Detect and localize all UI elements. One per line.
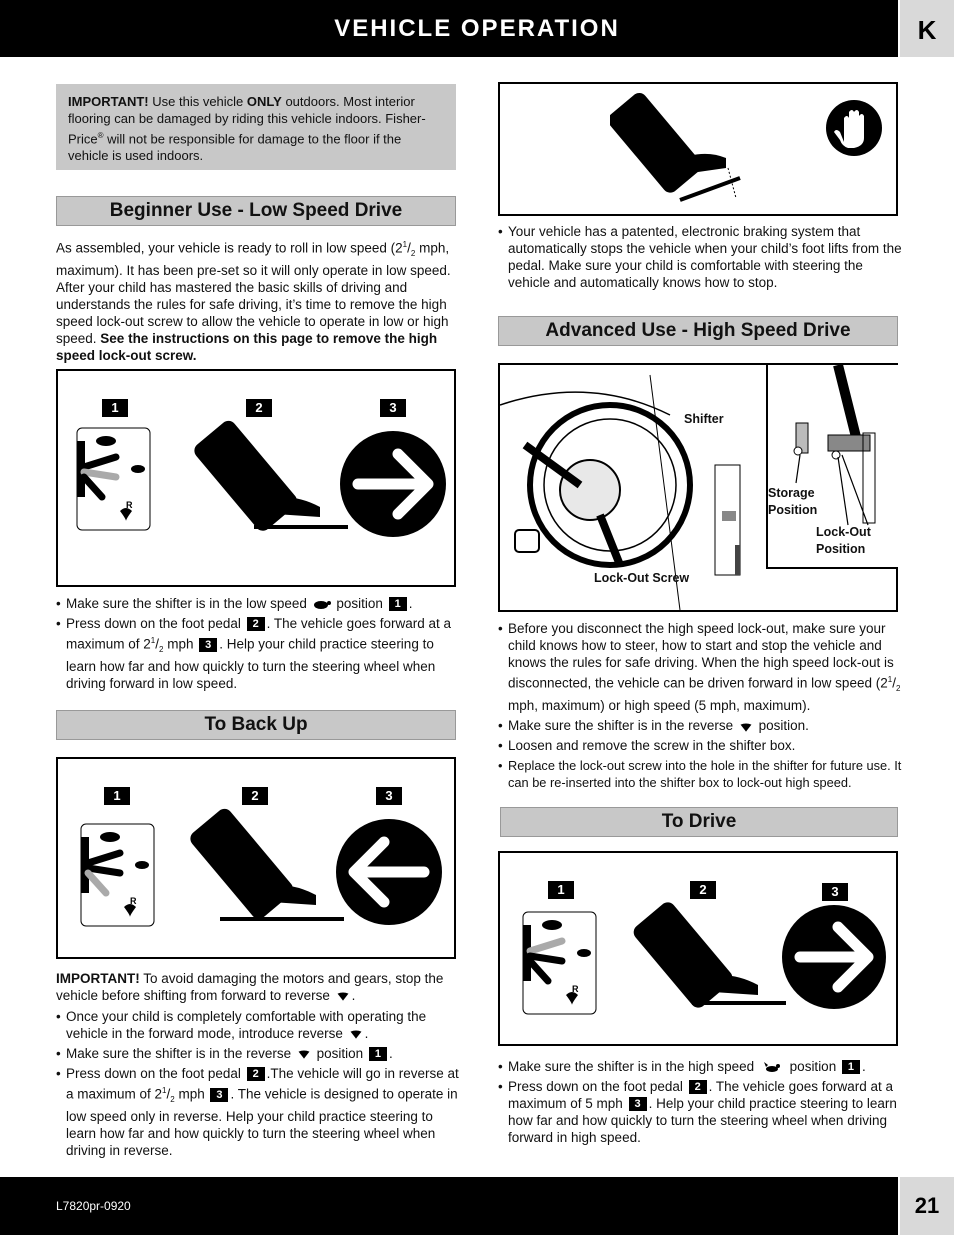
forward-arrow-icon [338, 429, 448, 539]
text: Press down on the foot pedal [66, 1066, 241, 1081]
section-tab: K [900, 0, 954, 57]
braking-note [498, 223, 908, 294]
step-badge-1: 1 [548, 881, 574, 899]
frac-num: 1 [887, 675, 893, 684]
reverse-label: R [572, 984, 579, 994]
label-lockout-screw: Lock-Out Screw [594, 571, 690, 585]
text: Make sure the shifter is in the high speed [508, 1059, 755, 1074]
list-item [498, 223, 908, 291]
text: .The vehicle will go in reverse at a maximum of 2 [66, 1066, 459, 1102]
text: Position [816, 542, 866, 556]
document-code: L7820pr-0920 [56, 1199, 131, 1213]
note-text: outdoors. Most interior flooring can be damaged by riding this vehicle indoors. Fisher-Price [68, 94, 426, 147]
figure-forward-high [498, 851, 898, 1046]
text: . The vehicle goes forward at a maximum of 2 [66, 616, 451, 652]
label-lockout-position [816, 524, 871, 558]
list-item: • Press down on the foot pedal 2 . The vehicle goes forward at a maximum of $2^1/_2$ mph 3 . Help your child practice steering to learn how far and how quickly to turn the steering wheel when driving forward in low speed. [56, 615, 466, 692]
step-badge-3: 3 [199, 638, 217, 652]
figure-reverse [56, 757, 456, 959]
important-indoor-note [56, 84, 456, 170]
text: Before you disconnect the high speed lock-out, make sure your child knows how to steer, how to start and stop the vehicle and knows the rules for safe driving. When the high speed lock-out is disconnected, the vehicle can be driven forward in low speed (2 [508, 621, 894, 691]
text: position [316, 1046, 364, 1061]
step-badge-2: 2 [246, 399, 272, 417]
step-badge-1: 1 [102, 399, 128, 417]
reverse-icon [297, 1049, 311, 1059]
text: Replace the lock-out screw into the hole in the shifter for future use. It can be re-inserted into the shifter box to lock-out high speed. [508, 758, 902, 791]
text: . Help your child practice steering to learn how far and how quickly to turn the steering wheel when driving forward in high speed. [508, 1096, 897, 1145]
stop-hand-icon [824, 98, 884, 158]
frac-num: 1 [150, 636, 156, 645]
beginner-heading: Beginner Use - Low Speed Drive [56, 196, 456, 226]
step-badge-2: 2 [690, 881, 716, 899]
list-item: • Make sure the shifter is in the low speed position 1 . [56, 595, 466, 612]
reverse-icon [349, 1029, 363, 1039]
step-badge-1: 1 [842, 1060, 860, 1074]
list-item [498, 757, 908, 791]
text: Storage [768, 486, 815, 500]
list-item: • Once your child is completely comfortable with operating the vehicle in the forward mode, introduce reverse . [56, 1008, 466, 1042]
page-number: 21 [900, 1177, 954, 1235]
note-only: ONLY [246, 94, 282, 109]
step-badge-1: 1 [389, 597, 407, 611]
step-badge-2: 2 [242, 787, 268, 805]
page-title: VEHICLE OPERATION [334, 15, 620, 42]
shifter-diagram-icon [80, 823, 158, 929]
list-item [498, 737, 908, 754]
text: position. [758, 718, 809, 734]
figure-braking [498, 82, 898, 216]
step-badge-3: 3 [822, 883, 848, 901]
backup-steps [56, 1008, 466, 1162]
reverse-icon [739, 722, 753, 732]
list-item: • Make sure the shifter is in the reverse position 1 . [56, 1045, 466, 1062]
frac-den: 2 [159, 645, 164, 655]
text: mph [174, 1086, 205, 1102]
note-text: will not be responsible for damage to the floor if the vehicle is used indoors. [68, 131, 402, 164]
step-badge-2: 2 [247, 1067, 265, 1081]
text: Make sure the shifter is in the reverse [66, 1046, 292, 1061]
step-badge-3: 3 [629, 1097, 647, 1111]
frac-den: 2 [170, 1095, 175, 1105]
figure-lockout [498, 363, 898, 612]
backup-important: IMPORTANT! To avoid damaging the motors and gears, stop the vehicle before shifting from forward to reverse . [56, 971, 444, 1003]
rabbit-icon [760, 1062, 784, 1072]
text: Position [768, 503, 818, 517]
text: position [789, 1059, 837, 1074]
text: . The vehicle goes forward at a maximum of 5 mph [508, 1079, 893, 1111]
list-item [498, 1078, 908, 1146]
note-text: Use this vehicle [148, 94, 247, 109]
drive-steps [498, 1058, 908, 1149]
step-badge-1: 1 [369, 1047, 387, 1061]
frac-den: 2 [895, 684, 901, 694]
step-badge-2: 2 [689, 1080, 707, 1094]
advanced-heading: Advanced Use - High Speed Drive [498, 316, 898, 346]
text: mph, maximum) or high speed (5 mph, maximum). [508, 698, 811, 714]
step-badge-3: 3 [376, 787, 402, 805]
text: Press down on the foot pedal [66, 616, 241, 631]
text: Lock-Out [816, 525, 871, 539]
reverse-arrow-icon [334, 817, 444, 927]
registered-mark: ® [97, 131, 104, 140]
step-badge-3: 3 [380, 399, 406, 417]
step-badge-1: 1 [104, 787, 130, 805]
reverse-icon [336, 991, 350, 1001]
text: Make sure the shifter is in the reverse [508, 718, 734, 734]
text: . Help your child practice steering to learn how far and how quickly to turn the steering wheel when driving forward in low speed. [66, 636, 436, 692]
text: Loosen and remove the screw in the shifter box. [508, 738, 796, 754]
step-badge-2: 2 [247, 617, 265, 631]
label-storage-position [768, 485, 817, 519]
advanced-steps [498, 620, 908, 794]
text: . The vehicle is designed to operate in low speed only in reverse. Help your child practice steering to learn how far and how quickly to turn the steering wheel when driving in reverse. [66, 1086, 458, 1159]
text: Once your child is completely comfortable with operating the vehicle in the forward mode, introduce reverse [66, 1009, 427, 1041]
list-item: • Make sure the shifter is in the high speed position 1 . [498, 1058, 908, 1075]
foot-pedal-icon [186, 803, 346, 923]
beginner-paragraph: As assembled, your vehicle is ready to roll in low speed ($2^1/_2$ mph, maximum). It has been pre-set so it will only operate in low speed. After your child has mastered the basic skills of driving and understands the rules for safe driving, it’s time to remove the high speed lock-out screw to allow the vehicle to operate in low or high speed. See the instructions on this page to remove the high speed lock-out screw. [56, 240, 451, 364]
turtle-icon [313, 599, 331, 609]
frac-den: 2 [410, 249, 416, 259]
beginner-steps [56, 595, 466, 695]
foot-lift-icon [610, 90, 760, 208]
foot-pedal-icon [190, 415, 350, 535]
bold-instruction: See the instructions on this page to remove the high speed lock-out screw. [56, 331, 438, 364]
text: mph, maximum). It has been pre-set so it will only operate in low speed. After your child has mastered the basic skills of driving and understands the rules for safe driving, it’s time to remove the high speed lock-out screw to allow the vehicle to operate in low or high speed. [56, 240, 451, 347]
text: As assembled, your vehicle is ready to roll in low speed (2 [56, 240, 403, 256]
frac-num: 1 [402, 240, 408, 249]
text: To avoid damaging the motors and gears, stop the vehicle before shifting from forward to reverse [56, 971, 444, 1003]
text: Make sure the shifter is in the low speed [66, 596, 307, 611]
reverse-label: R [126, 500, 133, 510]
note-lead: IMPORTANT! [68, 94, 149, 109]
label-shifter: Shifter [684, 412, 724, 426]
list-item: • Press down on the foot pedal 2 .The vehicle will go in reverse at a maximum of $2^1/_2$ mph 3 . The vehicle is designed to operate in low speed only in reverse. Help your child practice steering to learn how far and how quickly to turn the steering wheel when driving in reverse. [56, 1065, 466, 1159]
text: mph [163, 636, 194, 652]
text: position [336, 596, 383, 611]
shifter-diagram-icon [76, 427, 154, 533]
foot-pedal-icon [628, 897, 788, 1009]
text: Press down on the foot pedal [508, 1079, 683, 1094]
step-badge-3: 3 [210, 1088, 228, 1102]
footer-bar [0, 1177, 898, 1235]
reverse-label: R [130, 896, 137, 906]
text: Your vehicle has a patented, electronic braking system that automatically stops the vehicle when your child’s foot lifts from the pedal. Make sure your child is comfortable with steering the vehicle and automatically knows how to stop. [508, 224, 902, 290]
important-lead: IMPORTANT! [56, 971, 140, 986]
figure-forward-low [56, 369, 456, 587]
shifter-diagram-icon [522, 911, 600, 1017]
frac-num: 1 [162, 1086, 167, 1095]
forward-arrow-icon [780, 903, 888, 1011]
drive-heading: To Drive [500, 807, 898, 837]
list-item [498, 717, 908, 734]
list-item: • Before you disconnect the high speed lock-out, make sure your child knows how to steer, how to start and stop the vehicle and knows the rules for safe driving. When the high speed lock-out is disconnected, the vehicle can be driven forward in low speed ($2^1/_2$ mph, maximum) or high speed (5 mph, maximum). [498, 620, 908, 714]
backup-heading: To Back Up [56, 710, 456, 740]
